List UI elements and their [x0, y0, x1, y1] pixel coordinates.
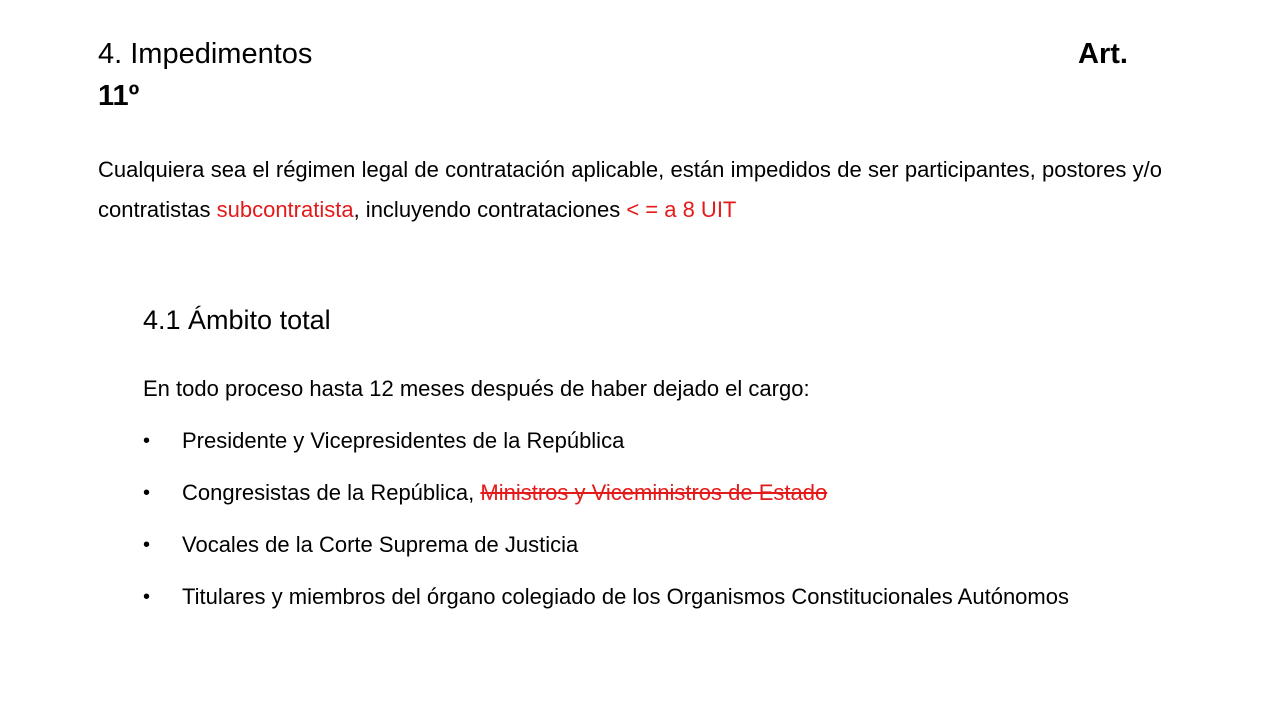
list-item — [143, 580, 1163, 614]
slide-title — [98, 36, 1138, 126]
article-label: Art. — [1078, 38, 1128, 70]
list-item-text: Presidente y Vicepresidentes de la República — [182, 428, 625, 453]
list-item-text: Vocales de la Corte Suprema de Justicia — [182, 532, 579, 557]
bullet-icon: • — [143, 586, 151, 608]
list-item — [143, 424, 1163, 458]
list-item — [143, 476, 1163, 510]
list-item-text: Titulares y miembros del órgano colegiado de los Organismos Constitucionales Autónomos — [182, 584, 1069, 609]
list-item-struck-text: Ministros y Viceministros de Estado — [480, 480, 828, 505]
bullet-icon: • — [143, 430, 151, 452]
intro-paragraph — [98, 150, 1162, 230]
intro-highlight-subcontratista: subcontratista — [216, 197, 354, 222]
intro-highlight-uit: < = a 8 UIT — [626, 197, 737, 222]
section-lead: En todo proceso hasta 12 meses después de haber dejado el cargo: — [143, 376, 810, 401]
article-number: 11º — [98, 80, 140, 112]
bullet-list — [143, 424, 1163, 632]
list-item-text: Congresistas de la República, — [182, 480, 481, 505]
list-item — [143, 528, 1163, 562]
title-text: 4. Impedimentos — [98, 38, 313, 70]
section-heading: 4.1 Ámbito total — [143, 305, 331, 335]
bullet-icon: • — [143, 482, 151, 504]
intro-text-part1: Cualquiera sea el régimen legal de contratación aplicable, están impedidos de ser participantes, postores y/o contratistas — [98, 157, 1162, 222]
bullet-icon: • — [143, 534, 151, 556]
intro-text-part2: , incluyendo contrataciones — [353, 197, 627, 222]
